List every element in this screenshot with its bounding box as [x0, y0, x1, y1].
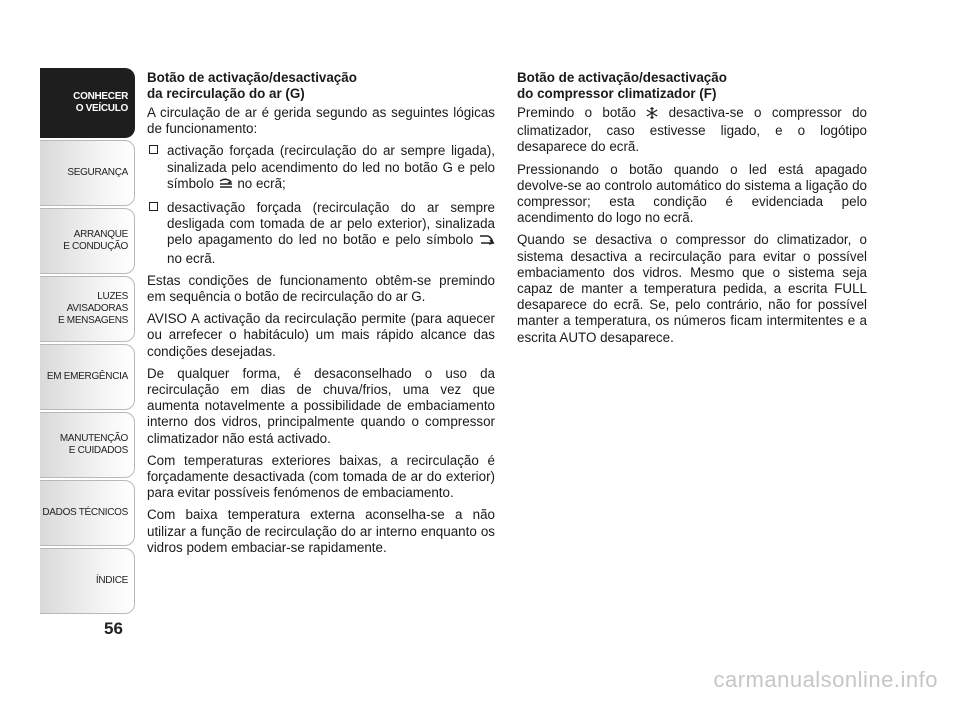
- list-item: activação forçada (recirculação do ar sempre ligada), sinalizada pelo acendimento do led no botão G e pelo símbolo no ecrã;: [147, 143, 495, 194]
- paragraph: Com baixa temperatura externa aconselha-se a não utilizar a função de recirculação do ar interno enquanto os vidros podem embaciar-se rapidamente.: [147, 507, 495, 555]
- paragraph: A circulação de ar é gerida segundo as seguintes lógicas de funcionamento:: [147, 105, 495, 137]
- sidebar-item-luzes-avisadoras[interactable]: LUZES AVISADORAS E MENSAGENS: [40, 276, 135, 342]
- paragraph: De qualquer forma, é desaconselhado o uso da recirculação em dias de chuva/frios, uma vez que aumenta notavelmente a possibilidade de embaciamento interno dos vidros, principalmente quando o compressor climatizador não está activado.: [147, 365, 495, 446]
- sidebar-item-indice[interactable]: ÍNDICE: [40, 548, 135, 614]
- sidebar-item-arranque[interactable]: ARRANQUE E CONDUÇÃO: [40, 208, 135, 274]
- sidebar-item-dados-tecnicos[interactable]: DADOS TÉCNICOS: [40, 480, 135, 546]
- sidebar-item-seguranca[interactable]: SEGURANÇA: [40, 140, 135, 206]
- recirculation-on-icon: [218, 178, 234, 194]
- right-column: [517, 70, 867, 352]
- sidebar: [40, 68, 135, 616]
- sidebar-item-conhecer-o-veiculo[interactable]: CONHECER O VEÍCULO: [40, 68, 135, 138]
- paragraph: Com temperaturas exteriores baixas, a recirculação é forçadamente desactivada (com tomada de ar do exterior) para evitar possíveis fenómenos de embaciamento.: [147, 452, 495, 501]
- checkbox-bullet-icon: [149, 202, 158, 211]
- section-title-compressor: Botão de activação/desactivação do compressor climatizador (F): [517, 70, 727, 101]
- snowflake-icon: [646, 107, 658, 123]
- paragraph: Pressionando o botão quando o led está apagado devolve-se ao controlo automático do sistema a ligação do compressor; esta condição é evidenciada pelo acendimento do logo no ecrã.: [517, 161, 867, 226]
- sidebar-item-em-emergencia[interactable]: EM EMERGÊNCIA: [40, 344, 135, 410]
- section-title-recirculation: Botão de activação/desactivação da recirculação do ar (G): [147, 70, 357, 101]
- page-number: 56: [104, 619, 123, 638]
- paragraph: Estas condições de funcionamento obtêm-se premindo em sequência o botão de recirculação do ar G.: [147, 272, 495, 305]
- left-column: [147, 70, 495, 562]
- watermark: carmanualsonline.info: [713, 667, 938, 692]
- list-item: desactivação forçada (recirculação do ar sempre desligada com tomada de ar pelo exterior), sinalizada pelo apagamento do led no botão e pelo símbolo no ecrã.: [147, 200, 495, 267]
- checkbox-bullet-icon: [149, 145, 158, 154]
- sidebar-item-manutencao[interactable]: MANUTENÇÃO E CUIDADOS: [40, 412, 135, 478]
- paragraph: Premindo o botão desactiva-se o compressor do climatizador, caso estivesse ligado, e o logótipo desaparece do ecrã.: [517, 105, 867, 155]
- recirculation-off-icon: [479, 234, 495, 250]
- paragraph: AVISO A activação da recirculação permite (para aquecer ou arrefecer o habitáculo) um mais rápido alcance das condições desejadas.: [147, 311, 495, 359]
- paragraph: Quando se desactiva o compressor do climatizador, o sistema desactiva a recirculação para evitar o possível embaciamento dos vidros. Mesmo que o sistema seja capaz de manter a temperatura pedida, a escrita FULL desaparece do ecrã. Se, pelo contrário, não for possível manter a temperatura, os números ficam intermitentes e a escrita AUTO desaparece.: [517, 232, 867, 345]
